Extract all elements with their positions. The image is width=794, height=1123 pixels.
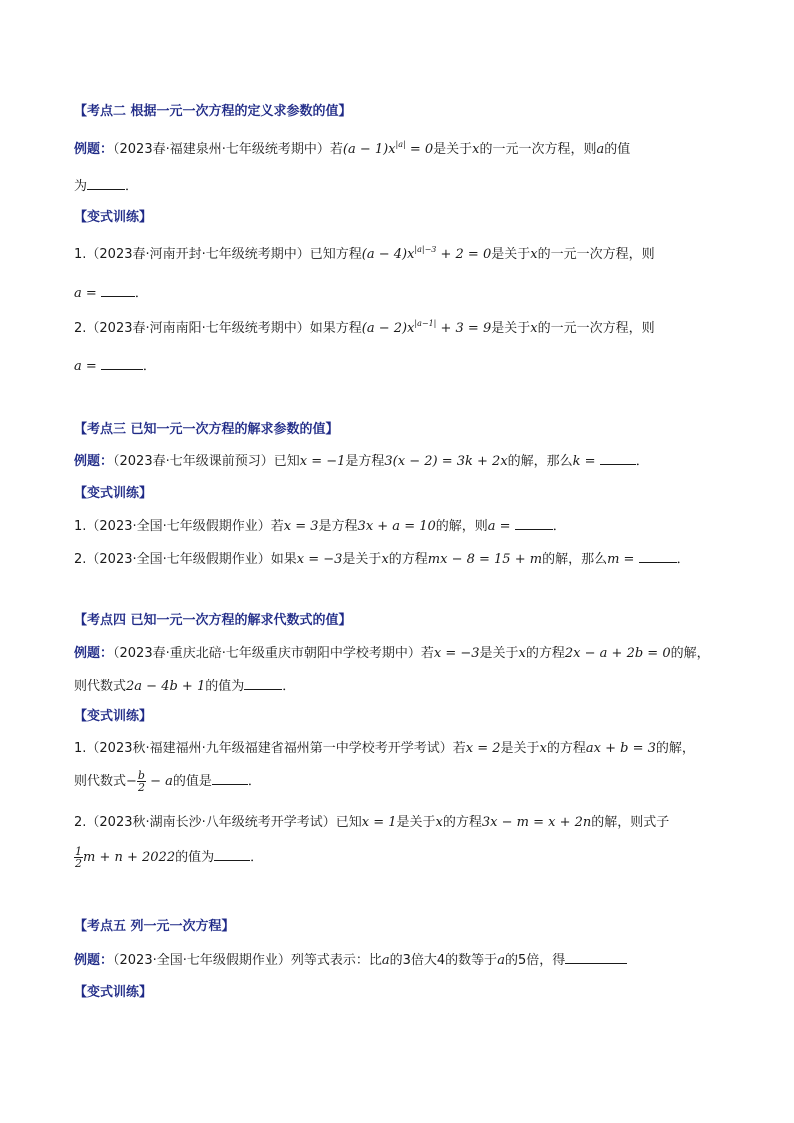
answer-blank[interactable] (101, 357, 143, 370)
fraction: $\frac{1}{2}$ (75, 845, 82, 870)
problem-4-1-line2: 则代数式− $\frac{b}{2}$ − a的值是 ． (74, 769, 261, 794)
example-4-line2: 则代数式2a − 4b + 1的值为 ． (74, 679, 296, 694)
equation: $(a - 2)x^{|a-1|} + 3 = 9$ (361, 319, 492, 336)
answer-blank[interactable] (87, 177, 125, 190)
answer-blank[interactable] (101, 284, 135, 297)
example-2-line2: 为 ． (74, 179, 139, 194)
problem-3-2: 2.（2023·全国·七年级假期作业）如果x = −3是关于x的方程mx − 8 = 15 + m的解，那么m = ． (74, 552, 690, 567)
section-heading-4: 【考点四 已知一元一次方程的解求代数式的值】 (74, 613, 352, 628)
example-label: 例题： (74, 646, 114, 661)
problem-4-1: 1.（2023秋·福建福州·九年级福建省福州第一中学校考开学考试）若x = 2是关于x的方程ax + b = 3的解， (74, 741, 695, 756)
problem-2-1-line2: a = ． (74, 286, 148, 301)
example-3: 例题：（2023春·七年级课前预习）已知x = −1是方程3(x − 2) = 3k + 2x的解，那么k = ． (74, 454, 649, 469)
problem-3-1: 1.（2023·全国·七年级假期作业）若x = 3是方程3x + a = 10的解，则a = ． (74, 519, 566, 534)
equation: $(a - 1)x^{|a|} = 0$ (342, 140, 434, 157)
example-label: 例题： (74, 953, 114, 968)
practice-label: 【变式训练】 (74, 709, 153, 724)
example-2-line1: 例题：（2023春·福建泉州·七年级统考期中）若$(a - 1)x^{|a|} = 0$是关于x的一元一次方程，则a的值 (74, 140, 631, 157)
answer-blank[interactable] (244, 677, 282, 690)
answer-blank[interactable] (600, 452, 636, 465)
section-heading-2: 【考点二 根据一元一次方程的定义求参数的值】 (74, 104, 352, 119)
answer-blank[interactable] (214, 848, 250, 861)
example-5: 例题：（2023·全国·七年级假期作业）列等式表示：比a的3倍大4的数等于a的5倍，得 (74, 951, 754, 970)
problem-4-2-line2: $\frac{1}{2}$ m + n + 2022的值为 ． (75, 845, 264, 870)
practice-label: 【变式训练】 (74, 486, 153, 501)
section-heading-5: 【考点五 列一元一次方程】 (74, 919, 235, 934)
problem-2-2: 2.（2023春·河南南阳·七年级统考期中）如果方程$(a - 2)x^{|a-1|} + 3 = 9$是关于x的一元一次方程，则 (74, 319, 655, 336)
example-4-line1: 例题：（2023春·重庆北碚·七年级重庆市朝阳中学校考期中）若x = −3是关于x的方程2x − a + 2b = 0的解， (74, 646, 710, 661)
answer-blank[interactable] (639, 550, 677, 563)
example-label: 例题： (74, 454, 114, 469)
practice-label: 【变式训练】 (74, 210, 153, 225)
problem-4-2: 2.（2023秋·湖南长沙·八年级统考开学考试）已知x = 1是关于x的方程3x − m = x + 2n的解，则式子 (74, 815, 670, 830)
answer-blank[interactable] (212, 772, 248, 785)
problem-2-1: 1.（2023春·河南开封·七年级统考期中）已知方程$(a - 4)x^{|a|-3} + 2 = 0$是关于x的一元一次方程，则 (74, 245, 655, 262)
equation: $(a - 4)x^{|a|-3} + 2 = 0$ (361, 245, 492, 262)
answer-blank[interactable] (565, 951, 627, 964)
fraction: $\frac{b}{2}$ (137, 769, 145, 794)
problem-2-2-line2: a = ． (74, 359, 156, 374)
practice-label: 【变式训练】 (74, 985, 153, 1000)
answer-blank[interactable] (515, 517, 553, 530)
section-heading-3: 【考点三 已知一元一次方程的解求参数的值】 (74, 422, 339, 437)
example-label: 例题： (74, 142, 114, 157)
